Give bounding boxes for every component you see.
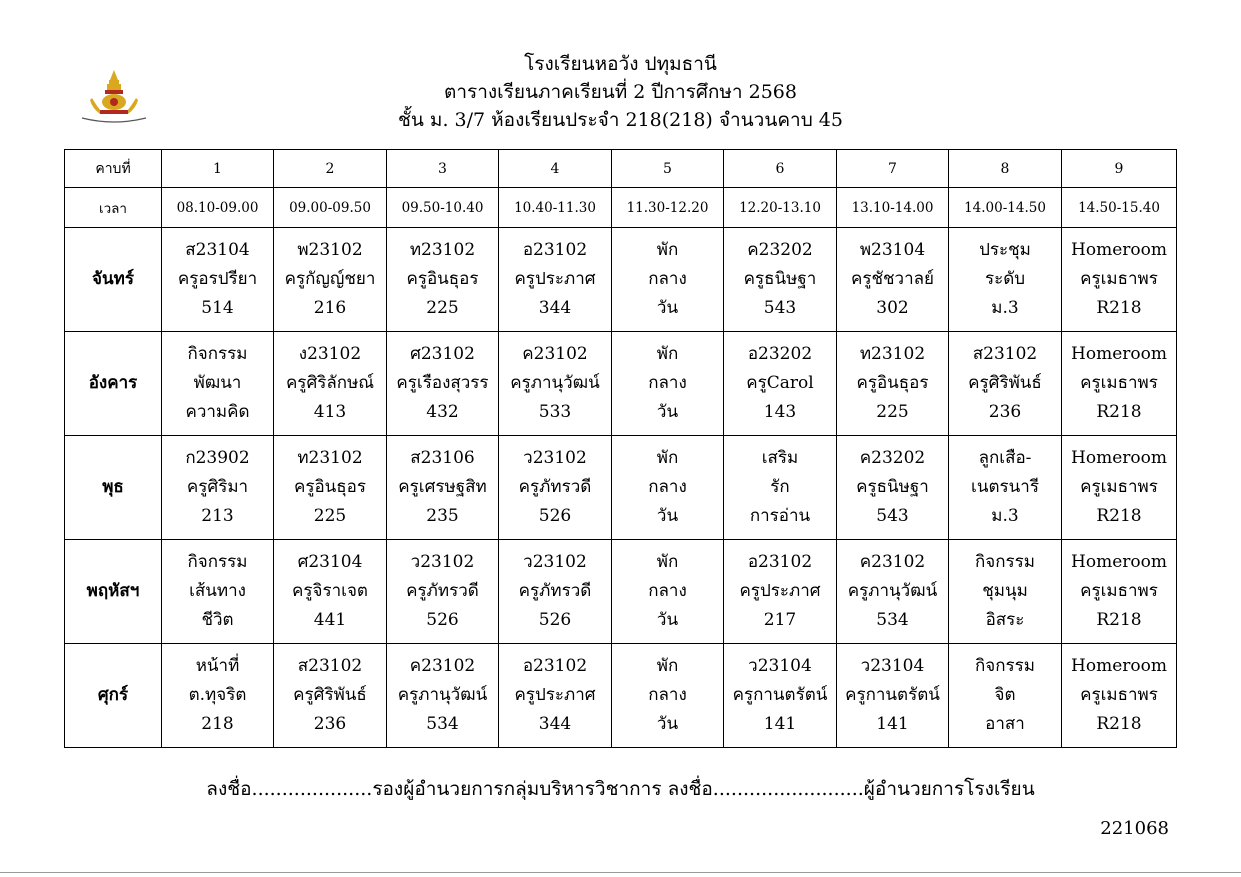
time-slot: 13.10-14.00 [837,188,949,228]
time-slot: 12.20-13.10 [724,188,837,228]
timetable-cell [724,332,837,436]
cell-line-room: 213 [201,506,234,526]
timetable-cell [387,332,499,436]
timetable-cell [499,540,612,644]
timetable-cell [612,644,724,748]
time-label: เวลา [65,188,162,228]
cell-line-subject: ลูกเสือ- [978,448,1032,468]
timetable-cell [387,436,499,540]
period-number: 3 [387,150,499,188]
cell-line-room: อิสระ [985,610,1025,630]
time-slot: 14.50-15.40 [1062,188,1177,228]
cell-line-subject: ศ23104 [297,552,363,572]
cell-line-room: ม.3 [991,506,1019,526]
cell-line-subject: ว23104 [748,656,812,676]
cell-line-teacher: ครูเรืองสุวรร [396,373,489,393]
cell-line-subject: อ23102 [522,656,588,676]
timetable-cell [162,228,274,332]
cell-line-room: ความคิด [185,402,250,422]
period-number: 8 [949,150,1062,188]
cell-line-room: 441 [313,610,347,630]
timetable [64,149,1177,748]
cell-line-teacher: กลาง [648,373,687,393]
cell-line-subject: ค23202 [747,240,813,260]
cell-line-room: 235 [426,506,459,526]
day-row [65,436,1177,540]
time-slot: 09.00-09.50 [274,188,387,228]
timetable-cell [274,540,387,644]
cell-line-room: 526 [538,610,572,630]
timetable-cell [499,332,612,436]
day-name: อังคาร [65,332,162,436]
cell-line-teacher: ครูอินธุอร [856,373,929,393]
cell-line-subject: ง23102 [298,344,362,364]
cell-line-subject: ท23102 [859,344,926,364]
cell-line-subject: Homeroom [1071,448,1167,468]
page-header [0,50,1241,134]
timetable-cell [724,228,837,332]
timetable-cell [612,540,724,644]
cell-line-room: 225 [426,298,459,318]
cell-line-teacher: ต.ทุจริต [188,685,247,705]
cell-line-subject: ค23102 [859,552,926,572]
cell-line-teacher: เนตรนารี [971,477,1039,497]
cell-line-subject: กิจกรรม [974,552,1035,572]
cell-line-teacher: ครูเมธาพร [1080,477,1158,497]
timetable-cell [274,228,387,332]
cell-line-subject: Homeroom [1071,656,1167,676]
cell-line-subject: อ23102 [522,240,588,260]
cell-line-room: R218 [1096,402,1142,422]
day-row [65,540,1177,644]
day-row [65,332,1177,436]
timetable-cell [162,436,274,540]
cell-line-subject: ศ23102 [410,344,475,364]
day-name: พฤหัสฯ [65,540,162,644]
time-row [65,188,1177,228]
signature-line: ลงชื่อ....................รองผู้อำนวยการกลุ่มบริหารวิชาการ ลงชื่อ.........................ผู้อำนวยการโรงเรียน [206,778,1035,800]
timetable-cell [1062,540,1177,644]
cell-line-teacher: ครูชัชวาลย์ [850,269,935,289]
period-number: 4 [499,150,612,188]
timetable-cell [274,436,387,540]
timetable-cell [499,228,612,332]
cell-line-subject: อ23102 [747,552,813,572]
timetable-cell [949,436,1062,540]
cell-line-room: R218 [1096,298,1142,318]
cell-line-room: 143 [763,402,797,422]
timetable-cell [837,228,949,332]
cell-line-room: R218 [1096,714,1142,734]
cell-line-teacher: ครูภัทรวดี [518,581,592,601]
timetable-cell [837,436,949,540]
cell-line-room: วัน [656,298,679,318]
cell-line-teacher: ครูศิริพันธ์ [293,685,367,705]
cell-line-teacher: ครูภานุวัฒน์ [510,373,600,393]
cell-line-room: 141 [763,714,797,734]
cell-line-subject: ค23102 [522,344,588,364]
cell-line-subject: พ23104 [859,240,926,260]
cell-line-teacher: ครูเมธาพร [1080,373,1158,393]
timetable-cell [724,540,837,644]
cell-line-room: 526 [426,610,459,630]
cell-line-teacher: ครูอินธุอร [406,269,479,289]
time-slot: 10.40-11.30 [499,188,612,228]
cell-line-teacher: กลาง [648,685,687,705]
timetable-cell [949,644,1062,748]
timetable-cell [949,540,1062,644]
timetable-cell [162,540,274,644]
bottom-rule [0,872,1241,873]
cell-line-room: 543 [876,506,909,526]
cell-line-room: 218 [201,714,234,734]
cell-line-teacher: ครูศิริลักษณ์ [285,373,375,393]
cell-line-teacher: ครูเศรษฐสิท [398,477,487,497]
cell-line-subject: ส23106 [410,448,475,468]
cell-line-room: 141 [876,714,909,734]
cell-line-subject: อ23202 [747,344,813,364]
cell-line-room: ชีวิต [201,610,234,630]
cell-line-subject: พัก [656,240,679,260]
cell-line-subject: กิจกรรม [187,552,248,572]
cell-line-subject: กิจกรรม [187,344,248,364]
cell-line-subject: ส23102 [297,656,363,676]
cell-line-subject: ค23202 [859,448,926,468]
cell-line-teacher: ครูภัทรวดี [406,581,479,601]
time-slot: 09.50-10.40 [387,188,499,228]
cell-line-teacher: รัก [770,477,790,497]
time-slot: 08.10-09.00 [162,188,274,228]
cell-line-teacher: ครูศิริมา [186,477,249,497]
day-name: พุธ [65,436,162,540]
cell-line-room: การอ่าน [749,506,811,526]
timetable-cell [162,332,274,436]
cell-line-room: 514 [201,298,234,318]
cell-line-teacher: ครูกัญญ์ชยา [284,269,376,289]
cell-line-teacher: ครูกานตรัตน์ [732,685,828,705]
cell-line-room: 533 [538,402,572,422]
cell-line-subject: ท23102 [409,240,476,260]
cell-line-subject: ค23102 [409,656,476,676]
period-number: 5 [612,150,724,188]
cell-line-teacher: กลาง [648,269,687,289]
timetable-cell [612,332,724,436]
cell-line-teacher: ครูภานุวัฒน์ [847,581,938,601]
cell-line-subject: ก23902 [185,448,250,468]
timetable-cell [162,644,274,748]
cell-line-subject: เสริม [761,448,799,468]
cell-line-room: 344 [538,298,572,318]
cell-line-teacher: พัฒนา [193,373,242,393]
cell-line-teacher: จิต [994,685,1016,705]
cell-line-teacher: ครูจิราเจต [292,581,368,601]
cell-line-teacher: ครูเมธาพร [1080,581,1158,601]
cell-line-room: 217 [763,610,797,630]
period-number: 1 [162,150,274,188]
cell-line-subject: หน้าที่ [195,656,240,676]
cell-line-teacher: ครูประภาศ [514,685,596,705]
cell-line-room: วัน [656,402,679,422]
cell-line-subject: กิจกรรม [974,656,1035,676]
cell-line-room: 543 [763,298,797,318]
time-slot: 14.00-14.50 [949,188,1062,228]
cell-line-room: 526 [538,506,572,526]
cell-line-subject: พัก [656,344,679,364]
timetable-cell [612,436,724,540]
cell-line-teacher: ครูเมธาพร [1080,685,1158,705]
period-number: 7 [837,150,949,188]
cell-line-room: วัน [656,610,679,630]
schedule-title: ตารางเรียนภาคเรียนที่ 2 ปีการศึกษา 2568 [444,81,797,103]
cell-line-room: 413 [313,402,347,422]
timetable-cell [387,540,499,644]
cell-line-room: อาสา [985,714,1025,734]
timetable-cell [499,644,612,748]
timetable-cell [837,332,949,436]
cell-line-subject: ว23104 [860,656,925,676]
cell-line-subject: ส23102 [972,344,1038,364]
cell-line-teacher: ครูกานตรัตน์ [845,685,940,705]
cell-line-room: 236 [988,402,1022,422]
cell-line-subject: ประชุม [979,240,1031,260]
timetable-cell [949,228,1062,332]
cell-line-subject: ท23102 [297,448,363,468]
cell-line-subject: พ23102 [297,240,363,260]
period-row [65,150,1177,188]
class-info: ชั้น ม. 3/7 ห้องเรียนประจำ 218(218) จำนวนคาบ 45 [398,109,843,131]
cell-line-room: 216 [313,298,347,318]
cell-line-room: 225 [876,402,909,422]
cell-line-room: 302 [876,298,909,318]
period-number: 2 [274,150,387,188]
cell-line-subject: Homeroom [1071,240,1167,260]
cell-line-teacher: ครูอรปรียา [177,269,258,289]
day-row [65,228,1177,332]
timetable-cell [387,644,499,748]
cell-line-room: R218 [1096,610,1142,630]
period-label: คาบที่ [65,150,162,188]
cell-line-subject: พัก [656,656,679,676]
cell-line-subject: พัก [656,448,679,468]
timetable-cell [274,644,387,748]
timetable-cell [1062,644,1177,748]
cell-line-teacher: เส้นทาง [189,581,246,601]
cell-line-room: 534 [876,610,909,630]
cell-line-teacher: ครูเมธาพร [1080,269,1158,289]
school-name: โรงเรียนหอวัง ปทุมธานี [524,53,717,75]
period-number: 9 [1062,150,1177,188]
day-row [65,644,1177,748]
timetable-cell [387,228,499,332]
cell-line-teacher: ครูอินธุอร [293,477,367,497]
cell-line-room: 344 [538,714,572,734]
timetable-cell [724,436,837,540]
cell-line-subject: Homeroom [1071,344,1167,364]
timetable-cell [1062,436,1177,540]
cell-line-teacher: ครูศิริพันธ์ [968,373,1042,393]
cell-line-teacher: กลาง [648,477,687,497]
cell-line-subject: พัก [656,552,679,572]
day-name: ศุกร์ [65,644,162,748]
cell-line-teacher: ครูภัทรวดี [518,477,592,497]
cell-line-subject: Homeroom [1071,552,1167,572]
cell-line-teacher: ครูธนิษฐา [743,269,817,289]
time-slot: 11.30-12.20 [612,188,724,228]
cell-line-teacher: ครูประภาศ [514,269,596,289]
timetable-cell [274,332,387,436]
cell-line-teacher: ครูCarol [746,373,814,393]
cell-line-subject: ส23104 [185,240,250,260]
cell-line-room: 534 [426,714,459,734]
cell-line-teacher: กลาง [648,581,687,601]
period-number: 6 [724,150,837,188]
timetable-cell [612,228,724,332]
timetable-cell [499,436,612,540]
cell-line-room: วัน [656,506,679,526]
cell-line-room: ม.3 [991,298,1019,318]
document-code: 221068 [1100,818,1169,839]
cell-line-subject: ว23102 [523,552,587,572]
cell-line-subject: ว23102 [410,552,475,572]
cell-line-subject: ว23102 [523,448,587,468]
day-name: จันทร์ [65,228,162,332]
cell-line-room: 225 [313,506,347,526]
cell-line-room: R218 [1096,506,1142,526]
timetable-cell [1062,228,1177,332]
cell-line-room: วัน [656,714,679,734]
cell-line-teacher: ครูภานุวัฒน์ [397,685,488,705]
cell-line-teacher: ระดับ [984,269,1026,289]
cell-line-teacher: ครูประภาศ [739,581,821,601]
timetable-cell [837,540,949,644]
timetable-cell [724,644,837,748]
timetable-cell [949,332,1062,436]
cell-line-teacher: ชุมนุม [982,581,1028,601]
cell-line-room: 236 [313,714,347,734]
timetable-cell [837,644,949,748]
timetable-cell [1062,332,1177,436]
cell-line-room: 432 [426,402,459,422]
cell-line-teacher: ครูธนิษฐา [856,477,929,497]
